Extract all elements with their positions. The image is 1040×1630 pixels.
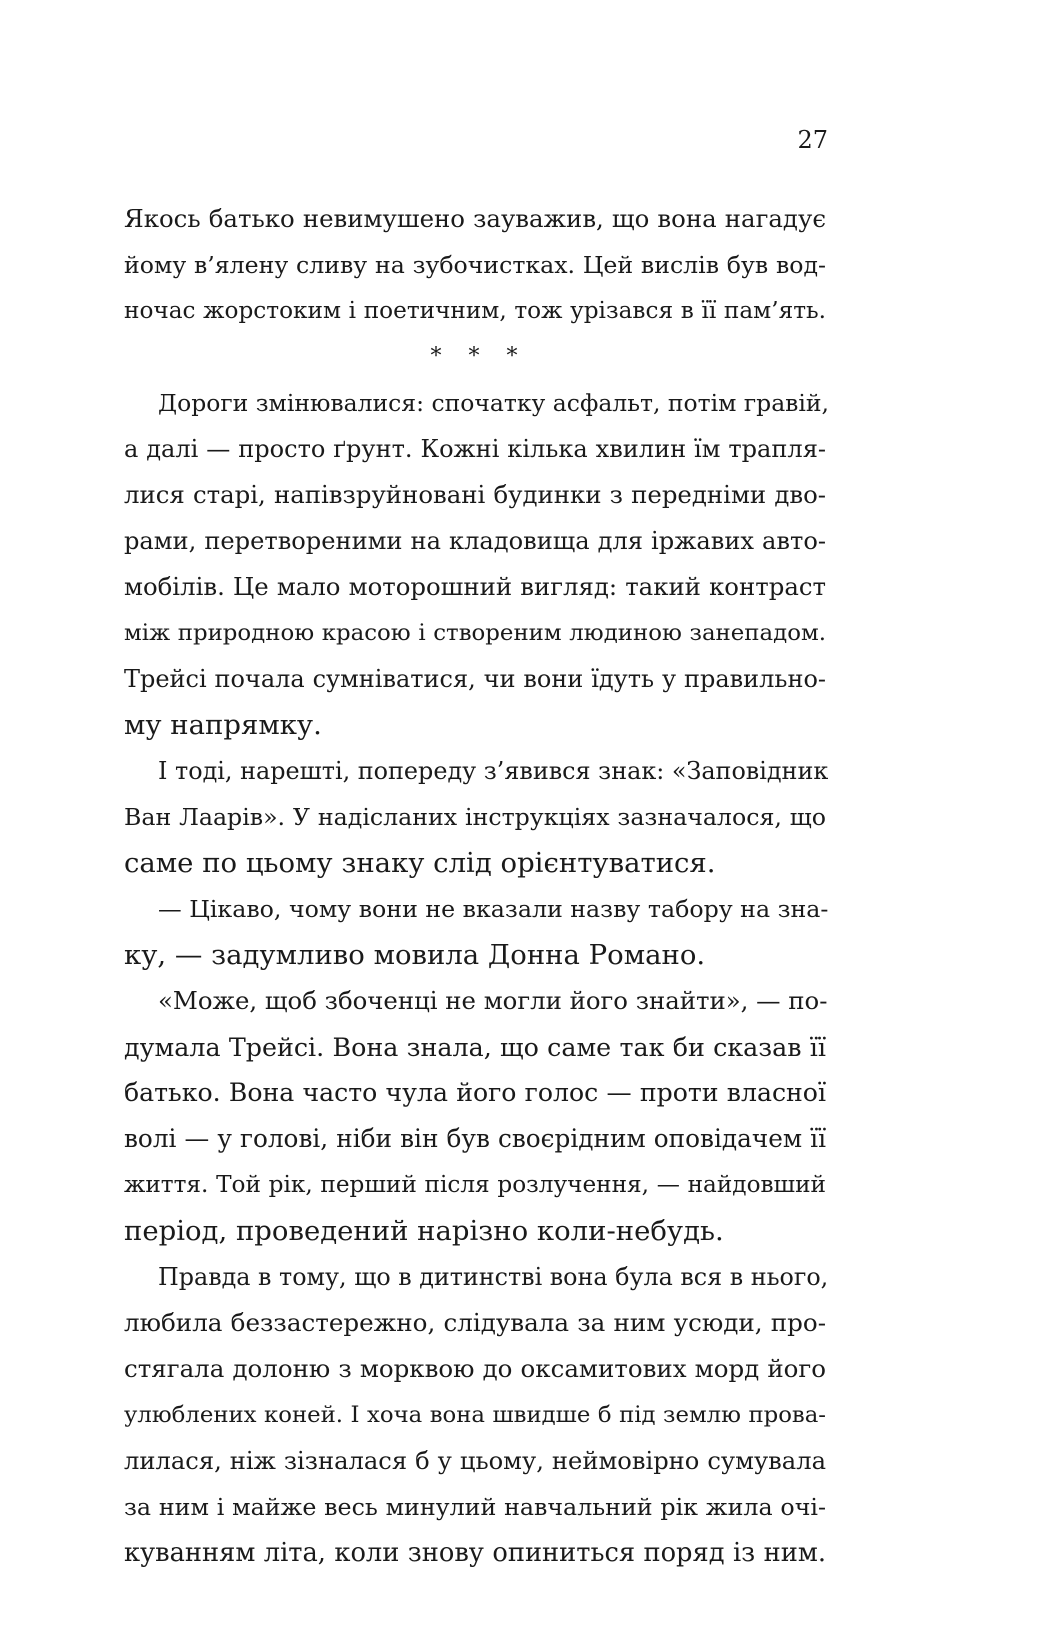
text-line: волі — у голові, ніби він був своєрідним оповідачем її (124, 1124, 826, 1153)
text-line: стягала долоню з морквою до оксамитових морд його (124, 1354, 826, 1383)
text-line: мобілів. Це мало моторошний вигляд: такий контраст (124, 572, 826, 601)
text-line: «Може, щоб збоченці не могли його знайти», — по- (158, 986, 828, 1015)
text-line: батько. Вона часто чула його голос — проти власної (124, 1078, 826, 1107)
text-line: життя. Той рік, перший після розлучення, — найдовший (124, 1171, 826, 1198)
text-line: Дороги змінювалися: спочатку асфальт, потім гравій, (158, 389, 830, 417)
text-line: а далі — просто ґрунт. Кожні кілька хвилин їм трапля- (124, 435, 826, 463)
text-line: між природною красою і створеним людиною занепадом. (124, 620, 826, 646)
text-line: Ван Лаарів». У надісланих інструкціях зазначалося, що (124, 803, 826, 831)
body-text (124, 196, 830, 1576)
text-line: ку, — задумливо мовила Донна Романо. (124, 939, 706, 971)
text-line: му напрямку. (124, 709, 322, 741)
text-line: думала Трейсі. Вона знала, що саме так би сказав її (124, 1032, 826, 1062)
text-line: йому в’ялену сливу на зубочистках. Цей вислів був вод- (124, 251, 826, 279)
text-line: за ним і майже весь минулий навчальний рік жила очі- (124, 1493, 826, 1521)
text-line: період, проведений нарізно коли-небудь. (124, 1215, 724, 1247)
text-line: І тоді, нарешті, попереду з’явився знак: «Заповідник (158, 757, 829, 785)
text-line: Трейсі почала сумніватися, чи вони їдуть у правильно- (124, 665, 826, 693)
section-separator: * * * (430, 344, 528, 369)
text-line: куванням літа, коли знову опиниться поряд із ним. (124, 1538, 826, 1568)
text-line: рами, перетвореними на кладовища для іржавих авто- (124, 527, 826, 555)
text-line: лилася, ніж зізналася б у цьому, неймовірно сумувала (124, 1447, 826, 1475)
text-line: саме по цьому знаку слід орієнтуватися. (124, 847, 716, 879)
text-line: любила беззастережно, слідувала за ним усюди, про- (124, 1308, 826, 1337)
text-line: лися старі, напівзруйновані будинки з передніми дво- (124, 480, 826, 509)
text-line: улюблених коней. І хоча вона швидше б під землю прова- (124, 1402, 826, 1428)
page-number: 27 (797, 126, 828, 154)
text-line: Правда в тому, що в дитинстві вона була вся в нього, (158, 1263, 829, 1291)
text-line: ночас жорстоким і поетичним, тож урізався в її пам’ять. (124, 297, 826, 324)
text-line: Якось батько невимушено зауважив, що вона нагадує (124, 204, 826, 233)
text-line: — Цікаво, чому вони не вказали назву табору на зна- (158, 895, 829, 923)
